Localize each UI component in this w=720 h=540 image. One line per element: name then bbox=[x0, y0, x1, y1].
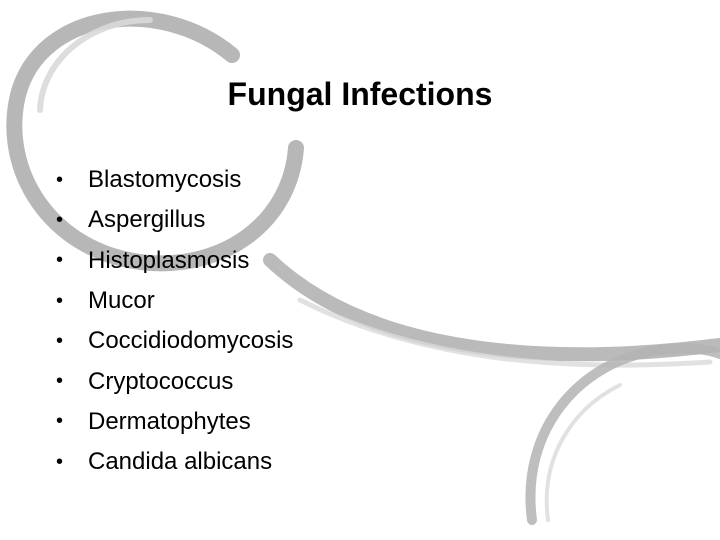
list-item-text: Coccidiodomycosis bbox=[88, 327, 294, 355]
bullet-icon: • bbox=[56, 329, 64, 352]
list-item bbox=[56, 241, 293, 281]
list-item bbox=[56, 321, 293, 361]
list-item-text: Histoplasmosis bbox=[88, 246, 250, 274]
slide-title: Fungal Infections bbox=[227, 76, 493, 112]
bullet-icon: • bbox=[56, 370, 64, 393]
list-item bbox=[56, 160, 293, 200]
bullet-list bbox=[56, 160, 293, 482]
list-item bbox=[56, 281, 293, 321]
bullet-icon: • bbox=[56, 450, 64, 473]
list-item-text: Dermatophytes bbox=[88, 407, 251, 435]
bullet-icon: • bbox=[56, 249, 64, 272]
list-item-text: Blastomycosis bbox=[88, 166, 242, 194]
list-item-text: Candida albicans bbox=[88, 448, 273, 476]
bullet-icon: • bbox=[56, 289, 64, 312]
bullet-icon: • bbox=[56, 168, 64, 191]
list-item-text: Mucor bbox=[88, 287, 155, 315]
list-item bbox=[56, 361, 293, 401]
list-item-text: Aspergillus bbox=[88, 206, 206, 234]
bullet-icon: • bbox=[56, 208, 64, 231]
list-item-text: Cryptococcus bbox=[88, 367, 234, 395]
brush-arc-lower-right bbox=[530, 348, 720, 520]
brush-stroke-trail bbox=[270, 260, 720, 354]
list-item bbox=[56, 442, 293, 482]
list-item bbox=[56, 200, 293, 240]
bullet-icon: • bbox=[56, 410, 64, 433]
list-item bbox=[56, 402, 293, 442]
